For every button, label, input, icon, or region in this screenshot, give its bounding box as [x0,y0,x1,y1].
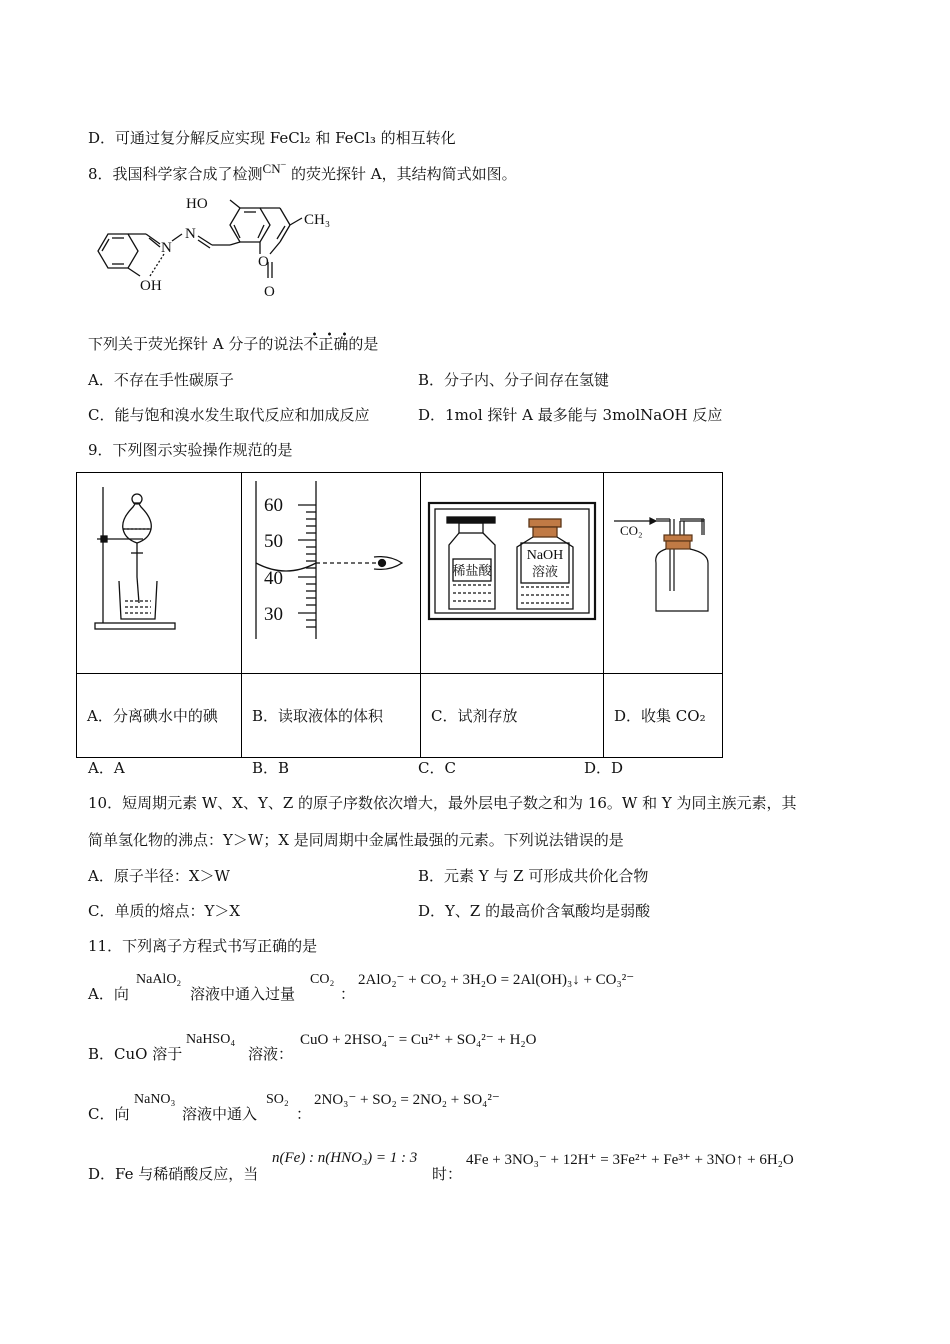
q10-option-c: C．单质的熔点：Y＞X [88,902,241,920]
tick-50: 50 [264,531,283,552]
q8-question-a: 下列关于荧光探针 A 分子的说法 [88,335,304,353]
q11-c-colon: ： [296,1105,312,1123]
q11-c-mid: 溶液中通入 [182,1105,258,1123]
q11-option-b-prefix: B．CuO 溶于 [88,1045,183,1063]
tick-30: 30 [264,604,283,625]
q11-d-equation: 4Fe + 3NO₃⁻ + 12H⁺ = 3Fe²⁺ + Fe³⁺ + 3NO↑ + 6H₂O [466,1152,794,1168]
q11-option-d-prefix: D．Fe 与稀硝酸反应，当 [88,1165,259,1183]
q9-experiment-table [76,472,723,758]
figure-separatory-funnel [77,473,242,674]
q8-question [88,334,378,354]
tick-60: 60 [264,495,283,516]
q10-option-d: D．Y、Z 的最高价含氧酸均是弱酸 [418,902,651,920]
q11-c-reagent: NaNO₃ [134,1092,176,1107]
q11-b-equation: CuO + 2HSO₄⁻ = Cu²⁺ + SO₄²⁻ + H₂O [300,1032,537,1048]
q10-stem-line2: 简单氢化物的沸点：Y＞W；X 是同周期中金属性最强的元素。下列说法错误的是 [88,831,624,849]
q9-answer-b: B．B [252,759,290,777]
q9-caption-d: D．收集 CO₂ [604,674,723,758]
q11-c-gas: SO₂ [266,1092,289,1107]
figure-gas-collection [604,473,723,674]
q8-option-c: C．能与饱和溴水发生取代反应和加成反应 [88,406,370,424]
q11-option-c-prefix: C．向 [88,1105,130,1123]
mol-label-n1: N [161,240,172,256]
q9-caption-a: A．分离碘水中的碘 [77,674,242,758]
q10-stem-line1: 10．短周期元素 W、X、Y、Z 的原子序数依次增大，最外层电子数之和为 16。W 和 Y 为同主族元素，其 [88,794,797,812]
q9-answer-d: D．D [584,759,624,777]
label-solution: 溶液 [531,565,559,580]
q8-stem-b: 的荧光探针 A，其结构简式如图。 [286,165,517,183]
q8-stem [88,159,517,185]
mol-label-n2: N [185,226,196,242]
mol-label-carbonyl-o: O [264,284,275,300]
q8-stem-a: 8．我国科学家合成了检测 [88,165,263,183]
probe-a-structure-diagram [88,192,368,304]
q11-a-mid: 溶液中通入过量 [190,985,296,1003]
mol-label-oh: OH [140,278,162,294]
q11-stem: 11．下列离子方程式书写正确的是 [88,937,318,955]
q9-caption-b: B．读取液体的体积 [242,674,421,758]
q11-a-reagent: NaAlO₂ [136,972,182,987]
q10-option-b: B．元素 Y 与 Z 可形成共价化合物 [418,867,649,885]
q9-answer-a: A．A [88,759,125,777]
q8-option-a: A．不存在手性碳原子 [88,371,234,389]
tick-40: 40 [264,568,283,589]
q11-d-mid: 时： [432,1165,463,1183]
q8-question-b: 的是 [348,335,379,353]
mol-label-ch3: CH₃ [304,212,331,228]
mol-label-ho: HO [186,196,208,212]
q11-c-equation: 2NO₃⁻ + SO₂ = 2NO₂ + SO₄²⁻ [314,1092,500,1108]
q11-b-mid: 溶液： [248,1045,294,1063]
q10-option-a: A．原子半径：X＞W [88,867,230,885]
q8-question-emphasis: 不正确 [303,331,348,353]
q9-caption-c: C．试剂存放 [421,674,604,758]
q11-a-equation: 2AlO₂⁻ + CO₂ + 3H₂O = 2Al(OH)₃↓ + CO₃²⁻ [358,972,635,988]
label-co2: CO₂ [620,523,643,538]
figure-reagent-storage [421,473,604,674]
q7-option-d: D．可通过复分解反应实现 FeCl₂ 和 FeCl₃ 的相互转化 [88,129,456,147]
q11-d-condition: n(Fe) : n(HNO₃) = 1 : 3 [272,1150,418,1166]
q11-b-reagent: NaHSO₄ [186,1032,236,1047]
q11-a-colon: ： [340,985,356,1003]
label-dilute-hcl: 稀盐酸 [452,564,492,579]
q11-a-gas: CO₂ [310,972,335,987]
mol-label-ring-o: O [258,254,269,270]
q11-option-a-prefix: A．向 [88,985,129,1003]
q8-option-b: B．分子内、分子间存在氢键 [418,371,610,389]
label-naoh: NaOH [526,548,564,563]
figure-graduated-cylinder [242,473,421,674]
q9-answer-c: C．C [418,759,456,777]
q8-stem-ion: CN− [262,159,287,176]
q9-stem: 9．下列图示实验操作规范的是 [88,441,293,459]
q8-option-d: D．1mol 探针 A 最多能与 3molNaOH 反应 [418,406,723,424]
